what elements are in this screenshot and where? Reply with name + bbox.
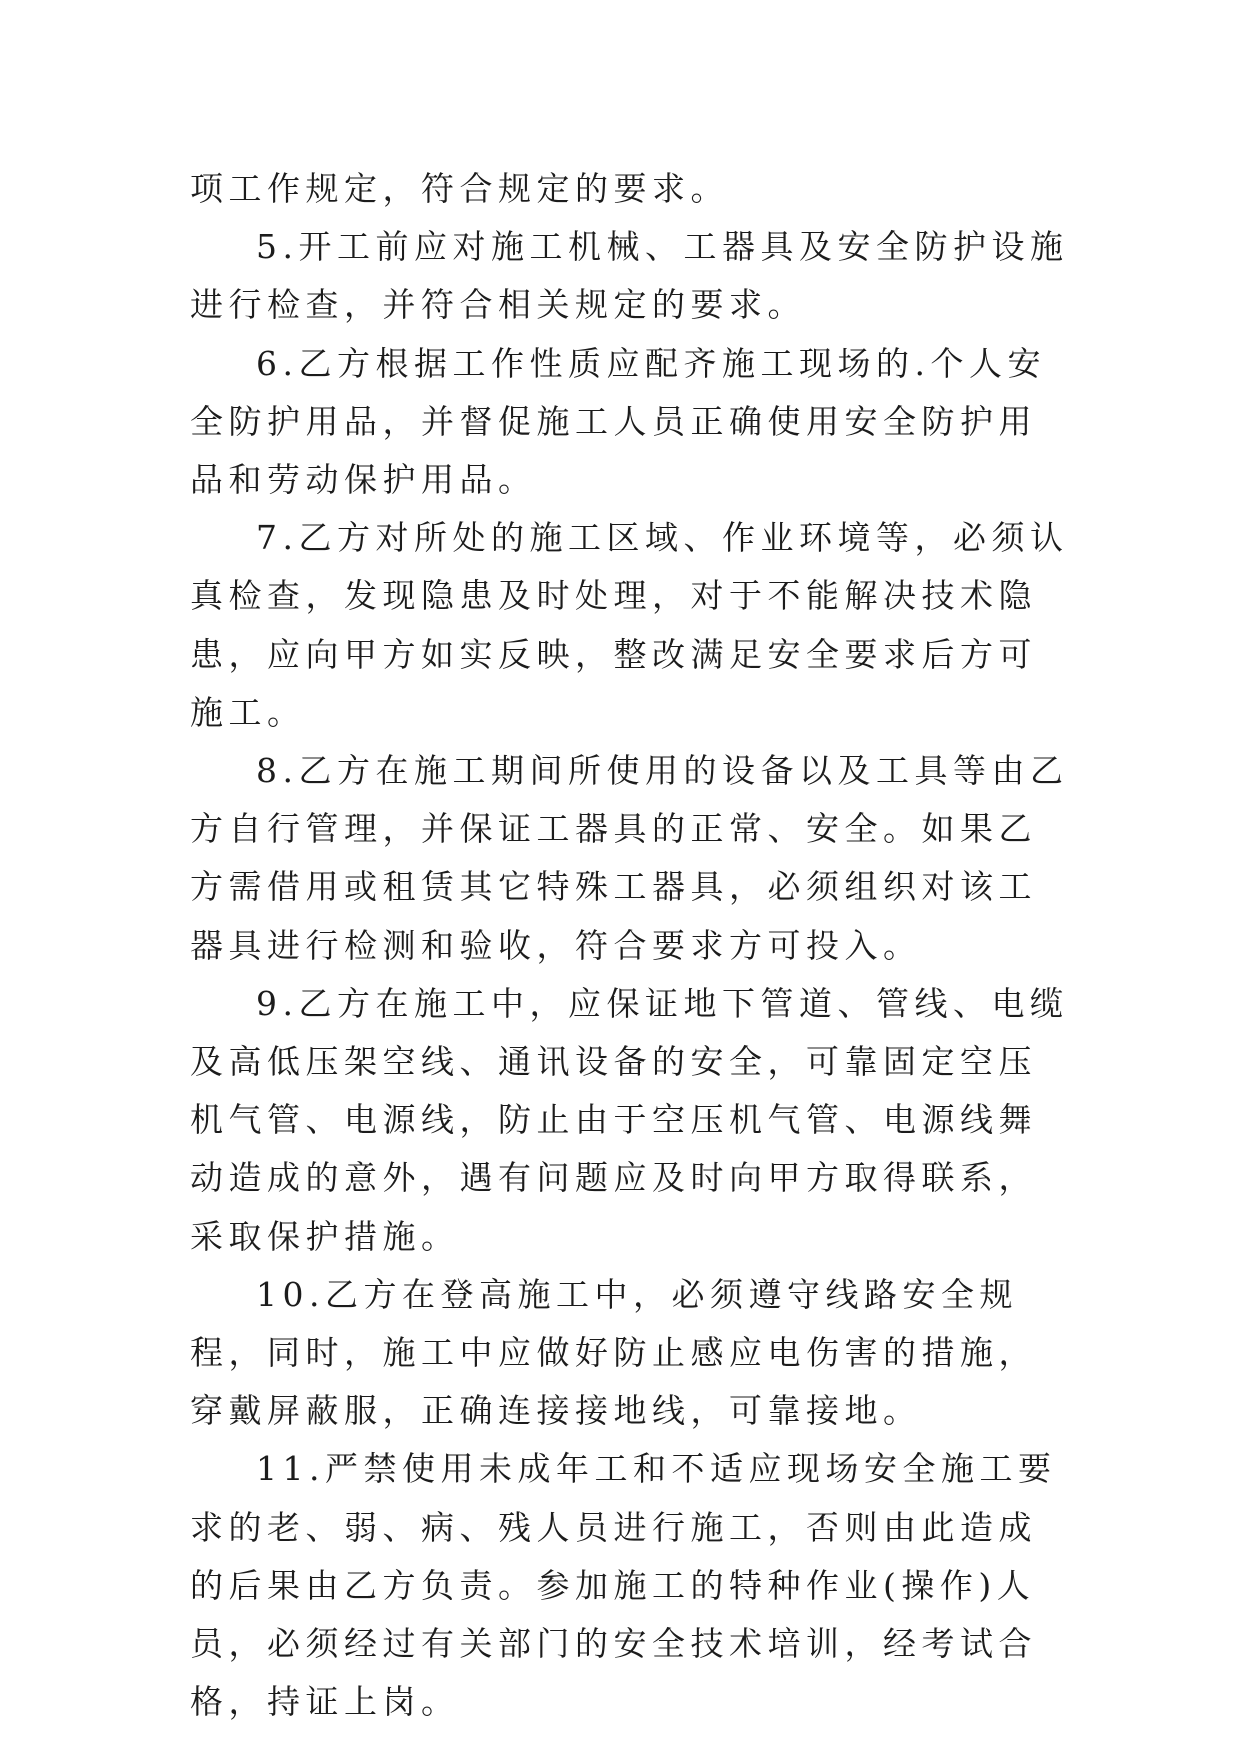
paragraph-item-7: 7.乙方对所处的施工区域、作业环境等，必须认真检查，发现隐患及时处理，对于不能解决技术隐患，应向甲方如实反映，整改满足安全要求后方可施工。 <box>190 518 1069 732</box>
paragraph-item-11: 11.严禁使用未成年工和不适应现场安全施工要求的老、弱、病、残人员进行施工，否则由此造成的后果由乙方负责。参加施工的特种作业(操作)人员，必须经过有关部门的安全技术培训，经考试合格，持证上岗。 <box>190 1449 1057 1722</box>
paragraph-continuation: 项工作规定，符合规定的要求。 <box>190 169 729 208</box>
paragraph-item-8: 8.乙方在施工期间所使用的设备以及工具等由乙方自行管理，并保证工器具的正常、安全。如果乙方需借用或租赁其它特殊工器具，必须组织对该工器具进行检测和验收，符合要求方可投入。 <box>190 751 1069 965</box>
paragraph-item-9: 9.乙方在施工中，应保证地下管道、管线、电缆及高低压架空线、通讯设备的安全，可靠固定空压机气管、电源线，防止由于空压机气管、电源线舞动造成的意外，遇有问题应及时向甲方取得联系，采取保护措施。 <box>190 983 1069 1256</box>
paragraph-item-5: 5.开工前应对施工机械、工器具及安全防护设施进行检查，并符合相关规定的要求。 <box>190 227 1069 325</box>
document-body <box>190 160 1070 1731</box>
paragraph-item-6: 6.乙方根据工作性质应配齐施工现场的.个人安全防护用品，并督促施工人员正确使用安全防护用品和劳动保护用品。 <box>190 343 1046 500</box>
paragraph-item-10: 10.乙方在登高施工中，必须遵守线路安全规程，同时，施工中应做好防止感应电伤害的措施，穿戴屏蔽服，正确连接接地线，可靠接地。 <box>190 1274 1037 1431</box>
